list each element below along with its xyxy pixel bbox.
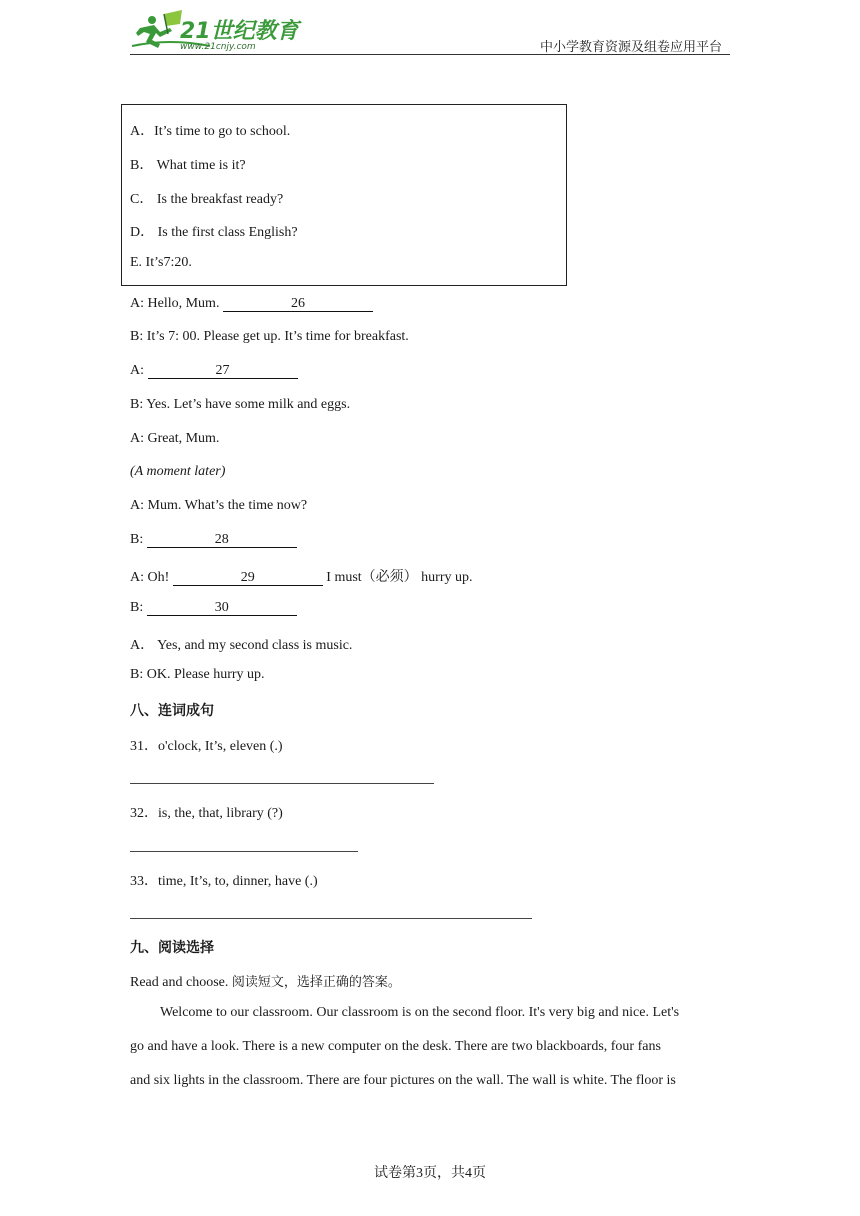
passage-line-2: go and have a look. There is a new computer on the desk. There are two blackboards, four fans xyxy=(130,1039,661,1054)
option-e: E. It’s7:20. xyxy=(130,255,192,270)
dialogue-line-3: A: 27 xyxy=(130,363,298,379)
blank-29[interactable]: 29 xyxy=(173,570,323,586)
option-a: A．It’s time to go to school. xyxy=(130,124,291,139)
page-footer: 试卷第3页，共4页 xyxy=(374,1166,486,1181)
site-logo xyxy=(130,8,305,52)
header-platform-text: 中小学教育资源及组卷应用平台 xyxy=(539,40,722,55)
blank-28[interactable]: 28 xyxy=(147,532,297,548)
reading-instruction: Read and choose. 阅读短文，选择正确的答案。 xyxy=(130,975,401,990)
dialogue-stage-note: (A moment later) xyxy=(130,464,226,479)
header-divider xyxy=(130,54,730,55)
blank-26[interactable]: 26 xyxy=(223,296,373,312)
section-8-title: 八、连词成句 xyxy=(130,703,214,719)
blank-30[interactable]: 30 xyxy=(147,600,297,616)
dialogue-line-8: B: 28 xyxy=(130,532,297,548)
dialogue-line-11: A． Yes, and my second class is music. xyxy=(130,638,353,653)
option-c: C． Is the breakfast ready? xyxy=(130,192,284,207)
answer-line-32[interactable] xyxy=(130,851,358,852)
dialogue-line-10: B: 30 xyxy=(130,600,297,616)
option-d: D． Is the first class English? xyxy=(130,225,298,240)
dialogue-line-1: A: Hello, Mum. 26 xyxy=(130,296,373,312)
dialogue-line-7: A: Mum. What’s the time now? xyxy=(130,498,308,513)
dialogue-line-12: B: OK. Please hurry up. xyxy=(130,667,265,682)
dialogue-line-5: A: Great, Mum. xyxy=(130,431,220,446)
dialogue-line-4: B: Yes. Let’s have some milk and eggs. xyxy=(130,397,351,412)
answer-line-33[interactable] xyxy=(130,918,532,919)
passage-line-3: and six lights in the classroom. There are four pictures on the wall. The wall is white. The floor is xyxy=(130,1073,676,1088)
logo-url: www.21cnjy.com xyxy=(180,42,256,52)
passage-line-1: Welcome to our classroom. Our classroom is on the second floor. It's very big and nice. Let's xyxy=(160,1005,680,1020)
logo-text: 21世纪教育 xyxy=(180,19,299,44)
option-b: B． What time is it? xyxy=(130,158,246,173)
question-32: 32．is, the, that, library (?) xyxy=(130,806,283,821)
question-31: 31．o'clock, It’s, eleven (.) xyxy=(130,739,283,754)
dialogue-line-9: A: Oh! 29 I must（必须） hurry up. xyxy=(130,570,473,585)
question-33: 33．time, It’s, to, dinner, have (.) xyxy=(130,874,318,889)
dialogue-line-2: B: It’s 7: 00. Please get up. It’s time for breakfast. xyxy=(130,329,409,344)
blank-27[interactable]: 27 xyxy=(148,363,298,379)
answer-line-31[interactable] xyxy=(130,783,434,784)
section-9-title: 九、阅读选择 xyxy=(130,940,214,956)
